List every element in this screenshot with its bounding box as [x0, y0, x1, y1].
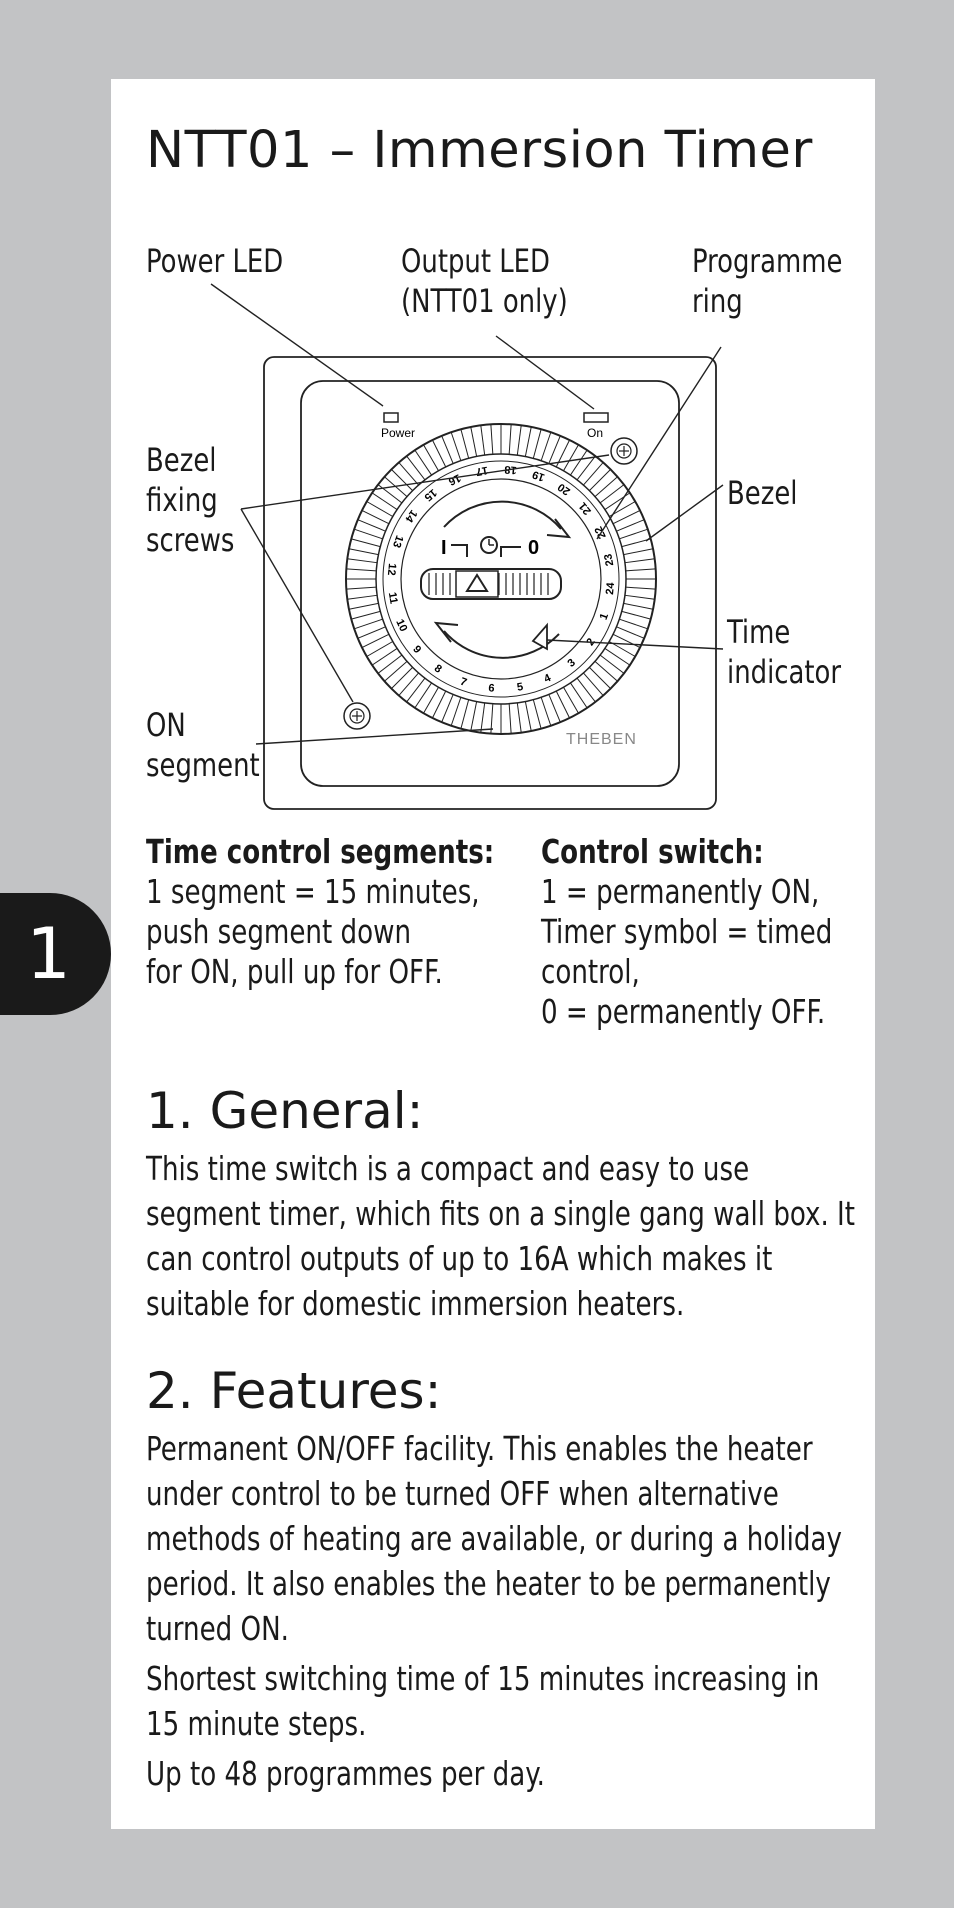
segment-tick: [619, 529, 647, 539]
label-power-led: Power LED: [146, 242, 284, 280]
time-control-segments: Time control segments: 1 segment = 15 minutes, push segment down for ON, pull up for OFF.: [146, 832, 495, 991]
segment-tick: [533, 700, 541, 729]
dial-hour-number: 9: [410, 643, 424, 656]
label-time-indicator: Time indicator: [727, 613, 842, 691]
segment-tick: [549, 436, 560, 464]
segment-tick: [351, 611, 380, 619]
dial-hour-number: 2: [584, 636, 598, 649]
time-indicator-icon: [533, 625, 547, 649]
dial-hour-number: 20: [555, 480, 573, 498]
switch-off-symbol: 0: [528, 537, 540, 559]
document-page: [111, 79, 875, 1829]
segment-tick: [625, 595, 655, 599]
segment-tick: [533, 429, 541, 458]
segment-tick: [616, 627, 644, 638]
dial-hour-number: 24: [604, 581, 618, 596]
segment-tick: [378, 655, 402, 673]
segment-tick: [616, 520, 644, 531]
page-number-tab: 1: [0, 893, 111, 1015]
label-on-segment: ON segment: [146, 706, 260, 784]
segment-tick: [525, 702, 531, 731]
segment-tick: [351, 539, 380, 547]
segment-tick: [349, 549, 378, 555]
segment-tick: [358, 627, 386, 638]
power-led-text: Power: [381, 426, 416, 440]
dial-hour-number: 19: [530, 467, 547, 484]
page-title: NTT01 – Immersion Timer: [146, 121, 813, 180]
output-led-text: On: [587, 426, 604, 440]
segment-tick: [625, 559, 655, 563]
dial-hour-number: 15: [421, 486, 439, 504]
segment-tick: [391, 667, 412, 688]
segment-tick: [461, 429, 469, 458]
section-general-heading: 1. General:: [146, 1082, 424, 1140]
dial-hour-number: 1: [597, 611, 612, 622]
dial-hour-number: 17: [474, 463, 489, 478]
dial-hour-number: 16: [446, 471, 463, 488]
features-paragraph: Shortest switching time of 15 minutes increasing in 15 minute steps.: [146, 1659, 820, 1743]
section-general-text: This time switch is a compact and easy to use segment timer, which fits on a single gang wall box. It can control outputs of up to 16A which makes it suitable for domestic immersion heaters.: [146, 1149, 855, 1323]
segment-tick: [471, 427, 477, 456]
segment-tick: [491, 424, 493, 454]
segment-tick: [451, 697, 461, 725]
segment-tick: [589, 667, 610, 688]
segment-tick: [407, 456, 425, 480]
segment-tick: [442, 436, 453, 464]
dial-hour-number: 18: [503, 462, 518, 476]
features-paragraph: Up to 48 programmes per day.: [146, 1754, 545, 1793]
segment-tick: [619, 619, 647, 629]
segment-tick: [481, 703, 485, 733]
dial-hour-number: 14: [402, 507, 420, 525]
dial-hour-number: 8: [431, 662, 444, 676]
time-control-heading: Time control segments:: [146, 832, 495, 871]
dial-hour-number: 6: [487, 682, 495, 695]
segment-tick: [399, 673, 419, 696]
segment-tick: [346, 569, 376, 571]
segment-tick: [595, 661, 618, 681]
segment-tick: [589, 469, 610, 490]
label-output-led: Output LED (NTT01 only): [401, 242, 568, 320]
segment-tick: [624, 549, 653, 555]
leader-lines: [211, 284, 723, 744]
segment-tick: [407, 678, 425, 702]
segment-tick: [583, 673, 603, 696]
segment-tick: [471, 702, 477, 731]
section-features-heading: 2. Features:: [146, 1362, 442, 1420]
segment-tick: [517, 703, 521, 733]
segment-tick: [461, 700, 469, 729]
segment-tick: [525, 427, 531, 456]
segment-tick: [509, 424, 511, 454]
segment-tick: [399, 462, 419, 485]
segment-tick: [509, 704, 511, 734]
segment-tick: [622, 611, 651, 619]
dial-hour-number: 21: [576, 499, 594, 517]
segment-tick: [354, 529, 382, 539]
segment-tick: [384, 661, 407, 681]
segment-tick: [358, 520, 386, 531]
segment-tick: [517, 425, 521, 455]
segment-tick: [347, 595, 377, 599]
segment-tick: [347, 559, 377, 563]
segment-tick: [391, 469, 412, 490]
segment-tick: [346, 587, 376, 589]
dial-hour-number: 4: [542, 671, 553, 686]
brand-logo: THEBEN: [566, 731, 637, 748]
segment-tick: [595, 477, 618, 497]
dial-hour-number: 12: [384, 562, 398, 577]
dial-hour-number: 10: [393, 617, 410, 634]
segment-tick: [349, 603, 378, 609]
dial-hour-number: 23: [602, 552, 617, 567]
segment-tick: [541, 697, 551, 725]
segment-tick: [442, 694, 453, 722]
control-switch-heading: Control switch:: [541, 832, 764, 871]
dial-hour-number: 22: [592, 524, 609, 541]
segment-tick: [354, 619, 382, 629]
segment-tick: [600, 485, 624, 503]
dial-hour-number: 13: [389, 533, 406, 550]
label-programme-ring: Programme ring: [692, 242, 843, 320]
dial-hour-number: 3: [565, 656, 578, 670]
dial-hour-number: 11: [385, 591, 400, 605]
segment-tick: [600, 655, 624, 673]
dial-hour-number: 7: [458, 675, 469, 690]
segment-tick: [481, 425, 485, 455]
segment-tick: [626, 569, 656, 571]
label-bezel-fixing-screws: Bezel fixing screws: [146, 441, 235, 559]
control-switch-info: Control switch: 1 = permanently ON, Timer symbol = timed control, 0 = permanently OFF.: [541, 832, 833, 1031]
segment-tick: [583, 462, 603, 485]
segment-tick: [541, 432, 551, 460]
label-bezel: Bezel: [727, 474, 798, 512]
segment-tick: [451, 432, 461, 460]
section-features-text: [146, 1426, 859, 1796]
segment-tick: [626, 587, 656, 589]
segment-tick: [549, 694, 560, 722]
power-led-icon: [384, 413, 398, 422]
features-paragraph: Permanent ON/OFF facility. This enables the heater under control to be turned OFF when alternative methods of heating are available, or during a holiday period. It also enables the heater to be permanently turned ON.: [146, 1429, 842, 1648]
dial-hour-number: 5: [516, 680, 525, 694]
screw-icon-top: [611, 438, 637, 464]
output-led-icon: [584, 413, 608, 422]
segment-tick: [624, 603, 653, 609]
screw-icon-bottom: [344, 703, 370, 729]
switch-on-symbol: I: [441, 537, 447, 559]
segment-tick: [577, 678, 595, 702]
